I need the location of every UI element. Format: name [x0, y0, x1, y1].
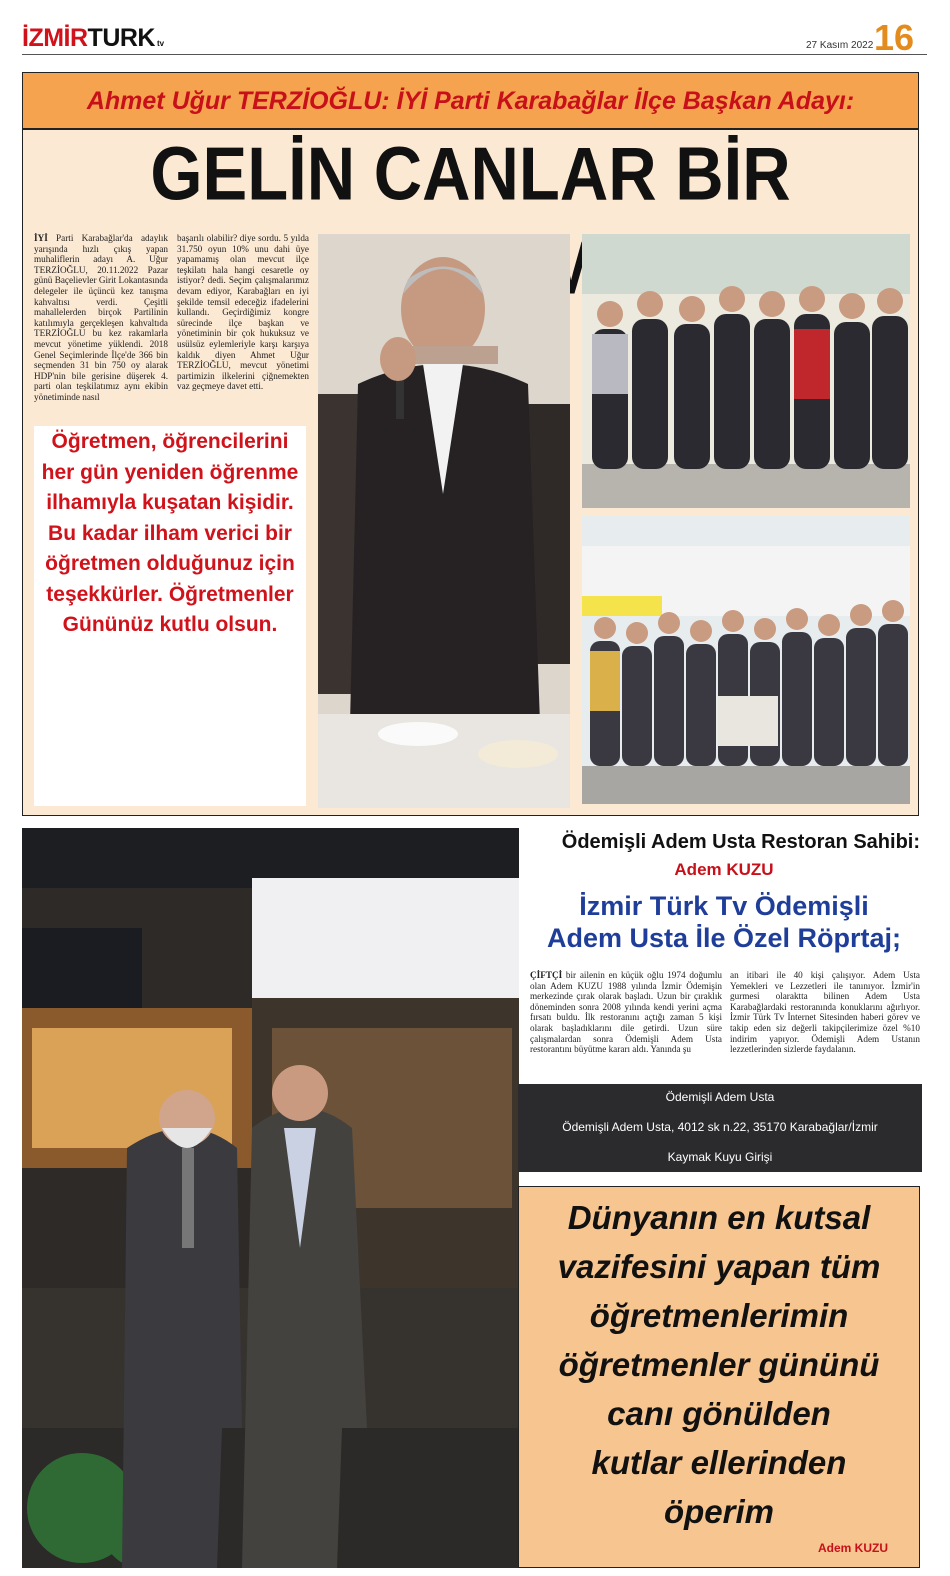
- restaurant-name: Ödemişli Adem Usta: [665, 1090, 775, 1104]
- tribute-line: öğretmenlerimin: [589, 1297, 849, 1334]
- speaker-illustration: [318, 234, 570, 808]
- restaurant-landmark: Kaymak Kuyu Girişi: [667, 1150, 773, 1164]
- tribute-line: vazifesini yapan tüm: [557, 1248, 881, 1285]
- photo-group-2: [582, 516, 910, 804]
- tribute-signature: Adem KUZU: [818, 1541, 889, 1555]
- article-1-column-2: başarılı olabilir? diye sordu. 5 yılda 31.750 oyun 10% unu dahi üye yapamamış olan mevcut ilçe teşkilatı hala hangi cesaretle oy istiyor? dedi. Seçim çalışmalarımız devam ediyor, Karabağları en iyi şekilde temsil edeceğiz ifadelerini kullandı. Geçirdiğimiz kongre sürecinde ilçe başkan ve yönetiminin bir çok hukuksuz ve usülsüz eylemleriyle karşı karşıya kaldık diyen Ahmet Uğur TERZİOĞLU, mevcut yönetimi partimizin ilkelerini çiğnemekten vaz geçmeye davet etti.: [177, 233, 309, 392]
- tribute-line: canı gönülden: [607, 1395, 831, 1432]
- article-1-kicker: Ahmet Uğur TERZİOĞLU: İYİ Parti Karabağlar İlçe Başkan Adayı:: [22, 72, 919, 130]
- logo-izmir: İZMİR: [22, 24, 88, 52]
- photo-restaurant: [22, 828, 519, 1568]
- teacher-quote: Öğretmen, öğrencilerini her gün yeniden öğrenme ilhamıyla kuşatan kişidir. Bu kadar ilham verici bir öğretmen olduğunuz için teşekkürler. Öğretmenler Gününüz kutlu olsun.: [34, 426, 306, 806]
- article-2-column-2: an itibari ile 40 kişi çalışıyor. Adem Usta Yemekleri ve Lezzetleri ile tanınıyor. İzmir'in gurmesi olaraktta bilinen Adem Usta Karabağlardaki restoranında konuklarını ağırlıyor. İzmir Türk Tv İnternet Sitesinden haberi görev ve takip eden siz değerli takipçilerimize özel %10 indirim yapıyor. Ödemişli Adem Ustanın lezzetlerinden sizlerde faydalanın.: [730, 970, 920, 1055]
- article-2-column-1: [530, 970, 722, 1055]
- logo-tv: tv: [156, 39, 165, 48]
- group-photo-2-illustration: [582, 516, 910, 804]
- photo-speaker: [318, 234, 570, 808]
- article-2-title: [528, 890, 920, 954]
- tribute-line: kutlar ellerinden: [591, 1444, 847, 1481]
- restaurant-info-box: [518, 1084, 922, 1172]
- article-2-lead: ÇİFTÇİ: [530, 970, 563, 980]
- logo-turk: TURK: [87, 24, 155, 52]
- restaurant-address: Ödemişli Adem Usta, 4012 sk n.22, 35170 Karabağlar/İzmir: [562, 1120, 878, 1134]
- article-1-lead: İYİ: [34, 233, 48, 243]
- article-2-kicker: Ödemişli Adem Usta Restoran Sahibi:: [561, 831, 920, 853]
- masthead-rule: [22, 54, 927, 55]
- tribute-line: öğretmenler gününü: [558, 1346, 880, 1383]
- article-1-column-1: [34, 233, 168, 403]
- tribute-message: [518, 1186, 920, 1568]
- restaurant-illustration: [22, 828, 519, 1568]
- article-2-name: Adem KUZU: [674, 860, 774, 879]
- article-2-title-line-2: Adem Usta İle Özel Röprtaj;: [546, 923, 902, 953]
- tribute-line: öperim: [663, 1493, 775, 1530]
- article-1-headline: GELİN CANLAR BİR: [150, 132, 791, 217]
- photo-group-1: [582, 234, 910, 508]
- masthead-logo: [22, 24, 164, 58]
- article-1-col1-text: Parti Karabağlar'da adaylık yarışında hızlı çıkış yapan muhaliflerin adayı A. Uğur TERZİOĞLU, 20.11.2022 Pazar günü Baçelievler Girit Lokantasında delegeler ile üçüncü kez tanışma kahvaltısı verdi. Çeşitli mahallelerden birçok Partilinin katılımıyla gerçekleşen kahvaltıda TERZİOĞLU bu kez rakamlarla mevcut yönetime yüklendi. 2018 Genel Seçimlerinde İlçe'de 366 bin seçmenden 31 bin 750 oy alarak HDP'nin bile gerisine düşerek 4. parti olan teşkilatımız aynı ekibin yönetiminde nasıl: [34, 233, 168, 402]
- article-2-title-line-1: İzmir Türk Tv Ödemişli: [579, 891, 869, 921]
- issue-date: 27 Kasım 2022: [806, 40, 874, 51]
- article-2-col1-text: bir ailenin en küçük oğlu 1974 doğumlu olan Adem KUZU 1988 yılında İzmir Ödemişin merkezinde çırak olarak başladı. Uzun bir çıraklık döneminden sonra 2008 yılında kendi yerini açma fırsatı buldu. İlk restoranını açtığı zaman 5 kişi olarak başladıklarını dile getirdi. Uzun süre çalışmalardan sonra Ödemişli Adem Usta restorantını büyütme kararı aldı. Yanında şu: [530, 970, 722, 1055]
- group-photo-1-illustration: [582, 234, 910, 508]
- page-number: 16: [874, 17, 915, 58]
- tribute-line: Dünyanın en kutsal: [567, 1199, 871, 1236]
